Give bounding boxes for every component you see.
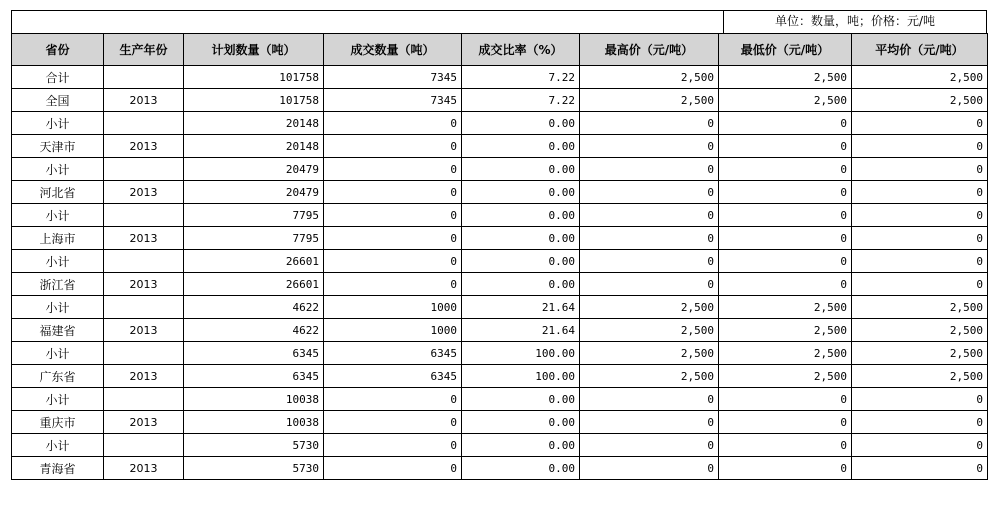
cell-production-year <box>104 434 184 457</box>
cell-trade-ratio: 21.64 <box>462 296 580 319</box>
cell-max-price: 0 <box>580 158 719 181</box>
cell-min-price: 2,500 <box>719 319 852 342</box>
cell-planned-quantity: 20479 <box>184 158 324 181</box>
cell-trade-ratio: 0.00 <box>462 204 580 227</box>
cell-traded-quantity: 1000 <box>324 319 462 342</box>
cell-traded-quantity: 7345 <box>324 89 462 112</box>
cell-min-price: 0 <box>719 250 852 273</box>
cell-min-price: 0 <box>719 411 852 434</box>
table-row <box>12 365 988 388</box>
header-province: 省份 <box>12 34 104 66</box>
cell-production-year <box>104 204 184 227</box>
unit-note: 单位：数量，吨；价格：元/吨 <box>723 10 987 33</box>
cell-province: 小计 <box>12 112 104 135</box>
cell-max-price: 0 <box>580 388 719 411</box>
cell-province: 福建省 <box>12 319 104 342</box>
cell-trade-ratio: 0.00 <box>462 457 580 480</box>
cell-production-year <box>104 112 184 135</box>
table-row <box>12 250 988 273</box>
header-trade-ratio: 成交比率（%） <box>462 34 580 66</box>
cell-max-price: 0 <box>580 250 719 273</box>
table-row <box>12 434 988 457</box>
cell-trade-ratio: 0.00 <box>462 181 580 204</box>
cell-traded-quantity: 6345 <box>324 365 462 388</box>
cell-planned-quantity: 6345 <box>184 342 324 365</box>
cell-production-year: 2013 <box>104 365 184 388</box>
data-table-container <box>11 10 987 480</box>
cell-province: 浙江省 <box>12 273 104 296</box>
cell-trade-ratio: 0.00 <box>462 434 580 457</box>
table-row <box>12 342 988 365</box>
header-min-price: 最低价（元/吨） <box>719 34 852 66</box>
cell-planned-quantity: 10038 <box>184 411 324 434</box>
cell-province: 重庆市 <box>12 411 104 434</box>
cell-production-year: 2013 <box>104 411 184 434</box>
cell-trade-ratio: 7.22 <box>462 89 580 112</box>
cell-traded-quantity: 0 <box>324 181 462 204</box>
cell-planned-quantity: 101758 <box>184 89 324 112</box>
cell-production-year: 2013 <box>104 135 184 158</box>
table-row <box>12 181 988 204</box>
cell-min-price: 2,500 <box>719 66 852 89</box>
cell-planned-quantity: 26601 <box>184 250 324 273</box>
cell-max-price: 0 <box>580 135 719 158</box>
header-max-price: 最高价（元/吨） <box>580 34 719 66</box>
cell-min-price: 0 <box>719 434 852 457</box>
cell-production-year <box>104 250 184 273</box>
cell-min-price: 2,500 <box>719 342 852 365</box>
cell-avg-price: 0 <box>852 273 988 296</box>
cell-max-price: 2,500 <box>580 319 719 342</box>
cell-production-year <box>104 342 184 365</box>
cell-avg-price: 0 <box>852 250 988 273</box>
cell-trade-ratio: 100.00 <box>462 365 580 388</box>
cell-min-price: 0 <box>719 158 852 181</box>
cell-traded-quantity: 0 <box>324 388 462 411</box>
cell-planned-quantity: 5730 <box>184 434 324 457</box>
cell-planned-quantity: 5730 <box>184 457 324 480</box>
cell-province: 河北省 <box>12 181 104 204</box>
table-row <box>12 89 988 112</box>
cell-planned-quantity: 7795 <box>184 227 324 250</box>
cell-traded-quantity: 1000 <box>324 296 462 319</box>
cell-trade-ratio: 21.64 <box>462 319 580 342</box>
cell-traded-quantity: 0 <box>324 250 462 273</box>
cell-max-price: 2,500 <box>580 66 719 89</box>
cell-production-year <box>104 66 184 89</box>
cell-production-year: 2013 <box>104 273 184 296</box>
cell-min-price: 0 <box>719 181 852 204</box>
cell-traded-quantity: 0 <box>324 204 462 227</box>
cell-province: 广东省 <box>12 365 104 388</box>
cell-trade-ratio: 7.22 <box>462 66 580 89</box>
cell-min-price: 0 <box>719 112 852 135</box>
cell-max-price: 2,500 <box>580 365 719 388</box>
cell-trade-ratio: 0.00 <box>462 273 580 296</box>
unit-spacer <box>11 10 723 33</box>
cell-avg-price: 0 <box>852 388 988 411</box>
cell-traded-quantity: 0 <box>324 457 462 480</box>
cell-trade-ratio: 0.00 <box>462 250 580 273</box>
cell-max-price: 0 <box>580 273 719 296</box>
cell-trade-ratio: 0.00 <box>462 112 580 135</box>
cell-max-price: 0 <box>580 434 719 457</box>
table-row <box>12 227 988 250</box>
cell-avg-price: 0 <box>852 457 988 480</box>
cell-traded-quantity: 7345 <box>324 66 462 89</box>
cell-planned-quantity: 10038 <box>184 388 324 411</box>
cell-min-price: 0 <box>719 135 852 158</box>
cell-avg-price: 2,500 <box>852 89 988 112</box>
cell-province: 小计 <box>12 250 104 273</box>
cell-province: 上海市 <box>12 227 104 250</box>
cell-max-price: 2,500 <box>580 342 719 365</box>
cell-production-year: 2013 <box>104 227 184 250</box>
trade-results-table <box>11 33 988 480</box>
table-row <box>12 319 988 342</box>
cell-traded-quantity: 6345 <box>324 342 462 365</box>
table-body <box>12 66 988 480</box>
cell-min-price: 2,500 <box>719 296 852 319</box>
cell-province: 青海省 <box>12 457 104 480</box>
cell-production-year: 2013 <box>104 319 184 342</box>
table-row <box>12 296 988 319</box>
cell-avg-price: 0 <box>852 204 988 227</box>
cell-avg-price: 0 <box>852 112 988 135</box>
cell-min-price: 0 <box>719 388 852 411</box>
cell-avg-price: 0 <box>852 158 988 181</box>
cell-trade-ratio: 0.00 <box>462 135 580 158</box>
header-planned-quantity: 计划数量（吨） <box>184 34 324 66</box>
table-row <box>12 204 988 227</box>
cell-province: 天津市 <box>12 135 104 158</box>
cell-province: 小计 <box>12 388 104 411</box>
table-row <box>12 411 988 434</box>
table-row <box>12 273 988 296</box>
cell-max-price: 0 <box>580 204 719 227</box>
cell-trade-ratio: 0.00 <box>462 388 580 411</box>
cell-province: 合计 <box>12 66 104 89</box>
cell-avg-price: 0 <box>852 227 988 250</box>
table-row <box>12 158 988 181</box>
cell-planned-quantity: 7795 <box>184 204 324 227</box>
table-row <box>12 66 988 89</box>
cell-planned-quantity: 101758 <box>184 66 324 89</box>
cell-trade-ratio: 100.00 <box>462 342 580 365</box>
cell-trade-ratio: 0.00 <box>462 411 580 434</box>
cell-trade-ratio: 0.00 <box>462 158 580 181</box>
cell-planned-quantity: 4622 <box>184 296 324 319</box>
cell-avg-price: 2,500 <box>852 66 988 89</box>
table-row <box>12 388 988 411</box>
cell-traded-quantity: 0 <box>324 112 462 135</box>
cell-max-price: 0 <box>580 457 719 480</box>
header-traded-quantity: 成交数量（吨） <box>324 34 462 66</box>
table-row <box>12 135 988 158</box>
cell-max-price: 0 <box>580 181 719 204</box>
cell-province: 小计 <box>12 158 104 181</box>
cell-min-price: 0 <box>719 227 852 250</box>
cell-province: 小计 <box>12 434 104 457</box>
header-avg-price: 平均价（元/吨） <box>852 34 988 66</box>
cell-province: 小计 <box>12 204 104 227</box>
cell-trade-ratio: 0.00 <box>462 227 580 250</box>
cell-avg-price: 2,500 <box>852 365 988 388</box>
cell-avg-price: 0 <box>852 411 988 434</box>
cell-province: 全国 <box>12 89 104 112</box>
cell-min-price: 0 <box>719 457 852 480</box>
cell-min-price: 0 <box>719 273 852 296</box>
cell-avg-price: 2,500 <box>852 319 988 342</box>
cell-avg-price: 0 <box>852 181 988 204</box>
cell-planned-quantity: 26601 <box>184 273 324 296</box>
cell-min-price: 0 <box>719 204 852 227</box>
cell-min-price: 2,500 <box>719 365 852 388</box>
cell-traded-quantity: 0 <box>324 273 462 296</box>
cell-traded-quantity: 0 <box>324 411 462 434</box>
cell-production-year <box>104 388 184 411</box>
cell-planned-quantity: 20148 <box>184 112 324 135</box>
cell-production-year: 2013 <box>104 89 184 112</box>
cell-traded-quantity: 0 <box>324 227 462 250</box>
table-row <box>12 112 988 135</box>
cell-production-year <box>104 296 184 319</box>
cell-production-year <box>104 158 184 181</box>
cell-avg-price: 2,500 <box>852 342 988 365</box>
cell-avg-price: 2,500 <box>852 296 988 319</box>
cell-traded-quantity: 0 <box>324 434 462 457</box>
header-production-year: 生产年份 <box>104 34 184 66</box>
cell-max-price: 0 <box>580 112 719 135</box>
cell-min-price: 2,500 <box>719 89 852 112</box>
cell-avg-price: 0 <box>852 135 988 158</box>
cell-max-price: 0 <box>580 227 719 250</box>
table-row <box>12 457 988 480</box>
cell-planned-quantity: 6345 <box>184 365 324 388</box>
cell-max-price: 2,500 <box>580 296 719 319</box>
cell-traded-quantity: 0 <box>324 135 462 158</box>
cell-avg-price: 0 <box>852 434 988 457</box>
header-row <box>12 34 988 66</box>
cell-planned-quantity: 20148 <box>184 135 324 158</box>
cell-planned-quantity: 20479 <box>184 181 324 204</box>
cell-traded-quantity: 0 <box>324 158 462 181</box>
cell-province: 小计 <box>12 342 104 365</box>
cell-production-year: 2013 <box>104 181 184 204</box>
cell-max-price: 0 <box>580 411 719 434</box>
cell-province: 小计 <box>12 296 104 319</box>
unit-row <box>11 10 987 33</box>
cell-max-price: 2,500 <box>580 89 719 112</box>
cell-planned-quantity: 4622 <box>184 319 324 342</box>
cell-production-year: 2013 <box>104 457 184 480</box>
